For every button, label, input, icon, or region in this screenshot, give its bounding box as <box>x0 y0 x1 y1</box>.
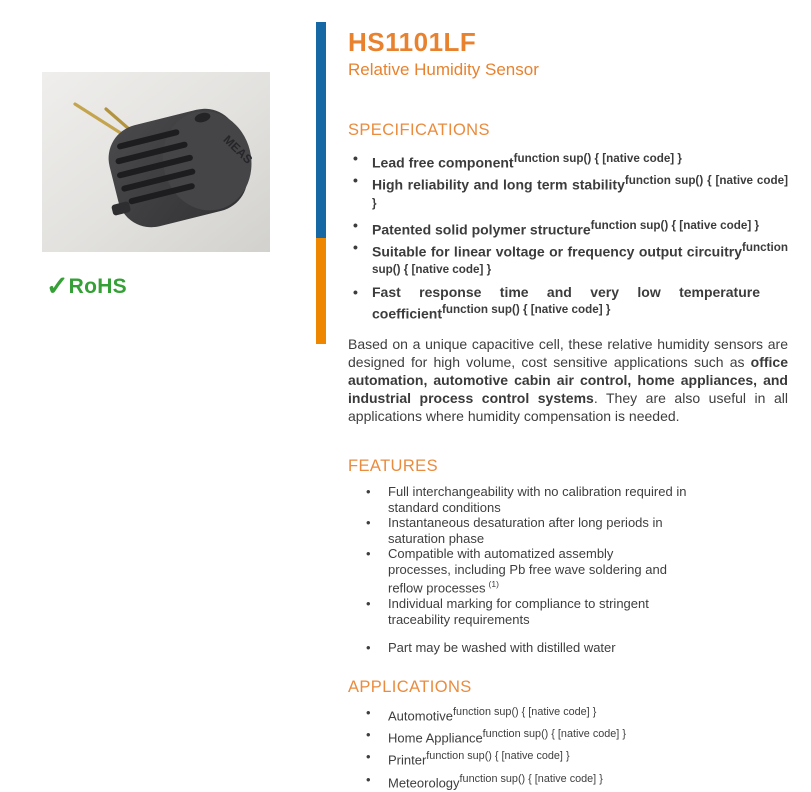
sensor-photo-illustration <box>42 72 270 252</box>
list-item: • Meteorology$^{function sup() \{ [native code] \}}$ <box>348 770 788 792</box>
list-item: • Individual marking for compliance to stringent traceability requirements <box>348 596 700 627</box>
footnote-marker: function sup() { [native code] } <box>372 174 789 210</box>
footnote-marker: function sup() { [native code] } <box>482 727 626 740</box>
rohs-logo <box>46 271 127 301</box>
list-item: • Suitable for linear voltage or frequency output circuitry$^{function sup() \{ [native code] \}}$ <box>348 239 788 284</box>
product-title: HS1101LF <box>348 27 477 57</box>
features-list <box>348 484 788 655</box>
description-text: Based on a unique capacitive cell, these relative humidity sensors are designed for high volume, cost sensitive applications such as <box>348 336 788 371</box>
list-item: • Instantaneous desaturation after long periods in saturation phase <box>348 515 710 546</box>
footnote-marker: function sup() { [native code] } <box>426 750 570 763</box>
product-photo <box>42 72 270 252</box>
list-item: • Home Appliance$^{function sup() \{ [native code] \}}$ <box>348 725 788 747</box>
footnote-marker: function sup() { [native code] } <box>442 303 611 317</box>
description-tail-text: . They are also useful in all applications where humidity compensation is needed. <box>348 389 788 424</box>
list-item: • Part may be washed with distilled water <box>348 640 788 656</box>
list-item: • Printer$^{function sup() \{ [native code] \}}$ <box>348 747 788 769</box>
description-paragraph <box>348 336 788 425</box>
description-bold-text: office automation, automotive cabin air control, home appliances, and industrial process control systems <box>348 354 788 406</box>
product-subtitle: Relative Humidity Sensor <box>348 60 539 79</box>
rohs-label: RoHS <box>68 275 127 298</box>
footnote-marker: (1) <box>488 579 499 590</box>
list-item: • Lead free component$^{function sup() \{ [native code] \}}$ <box>348 150 788 172</box>
footnote-marker: function sup() { [native code] } <box>590 218 759 232</box>
footnote-marker: function sup() { [native code] } <box>513 152 682 165</box>
list-item: • High reliability and long term stability$^{function sup() \{ [native code] \}}$ <box>348 172 788 217</box>
accent-bar-blue <box>316 22 326 238</box>
footnote-marker: function sup() { [native code] } <box>453 705 597 718</box>
specifications-list <box>348 150 788 323</box>
list-item: • Patented solid polymer structure$^{function sup() \{ [native code] \}}$ <box>348 217 788 239</box>
content-column <box>348 22 788 792</box>
rohs-check-icon: ✓ <box>46 271 69 301</box>
list-item: • Fast response time and very low temperature coefficient$^{function sup() \{ [native code] \}}$ <box>348 284 760 324</box>
specifications-heading: SPECIFICATIONS <box>348 121 490 139</box>
list-item: • Full interchangeability with no calibration required in standard conditions <box>348 484 693 515</box>
features-heading: FEATURES <box>348 457 438 476</box>
accent-bar-orange <box>316 238 326 344</box>
list-item: • Compatible with automatized assembly processes, including Pb free wave soldering and reflow processes $^{(1)}$ <box>348 546 678 596</box>
product-marking: MEAS <box>220 132 256 167</box>
footnote-marker: function sup() { [native code] } <box>372 241 788 277</box>
applications-heading: APPLICATIONS <box>348 677 472 696</box>
list-item: • Automotive$^{function sup() \{ [native code] \}}$ <box>348 703 788 725</box>
footnote-marker: function sup() { [native code] } <box>459 772 603 785</box>
applications-list <box>348 703 788 792</box>
